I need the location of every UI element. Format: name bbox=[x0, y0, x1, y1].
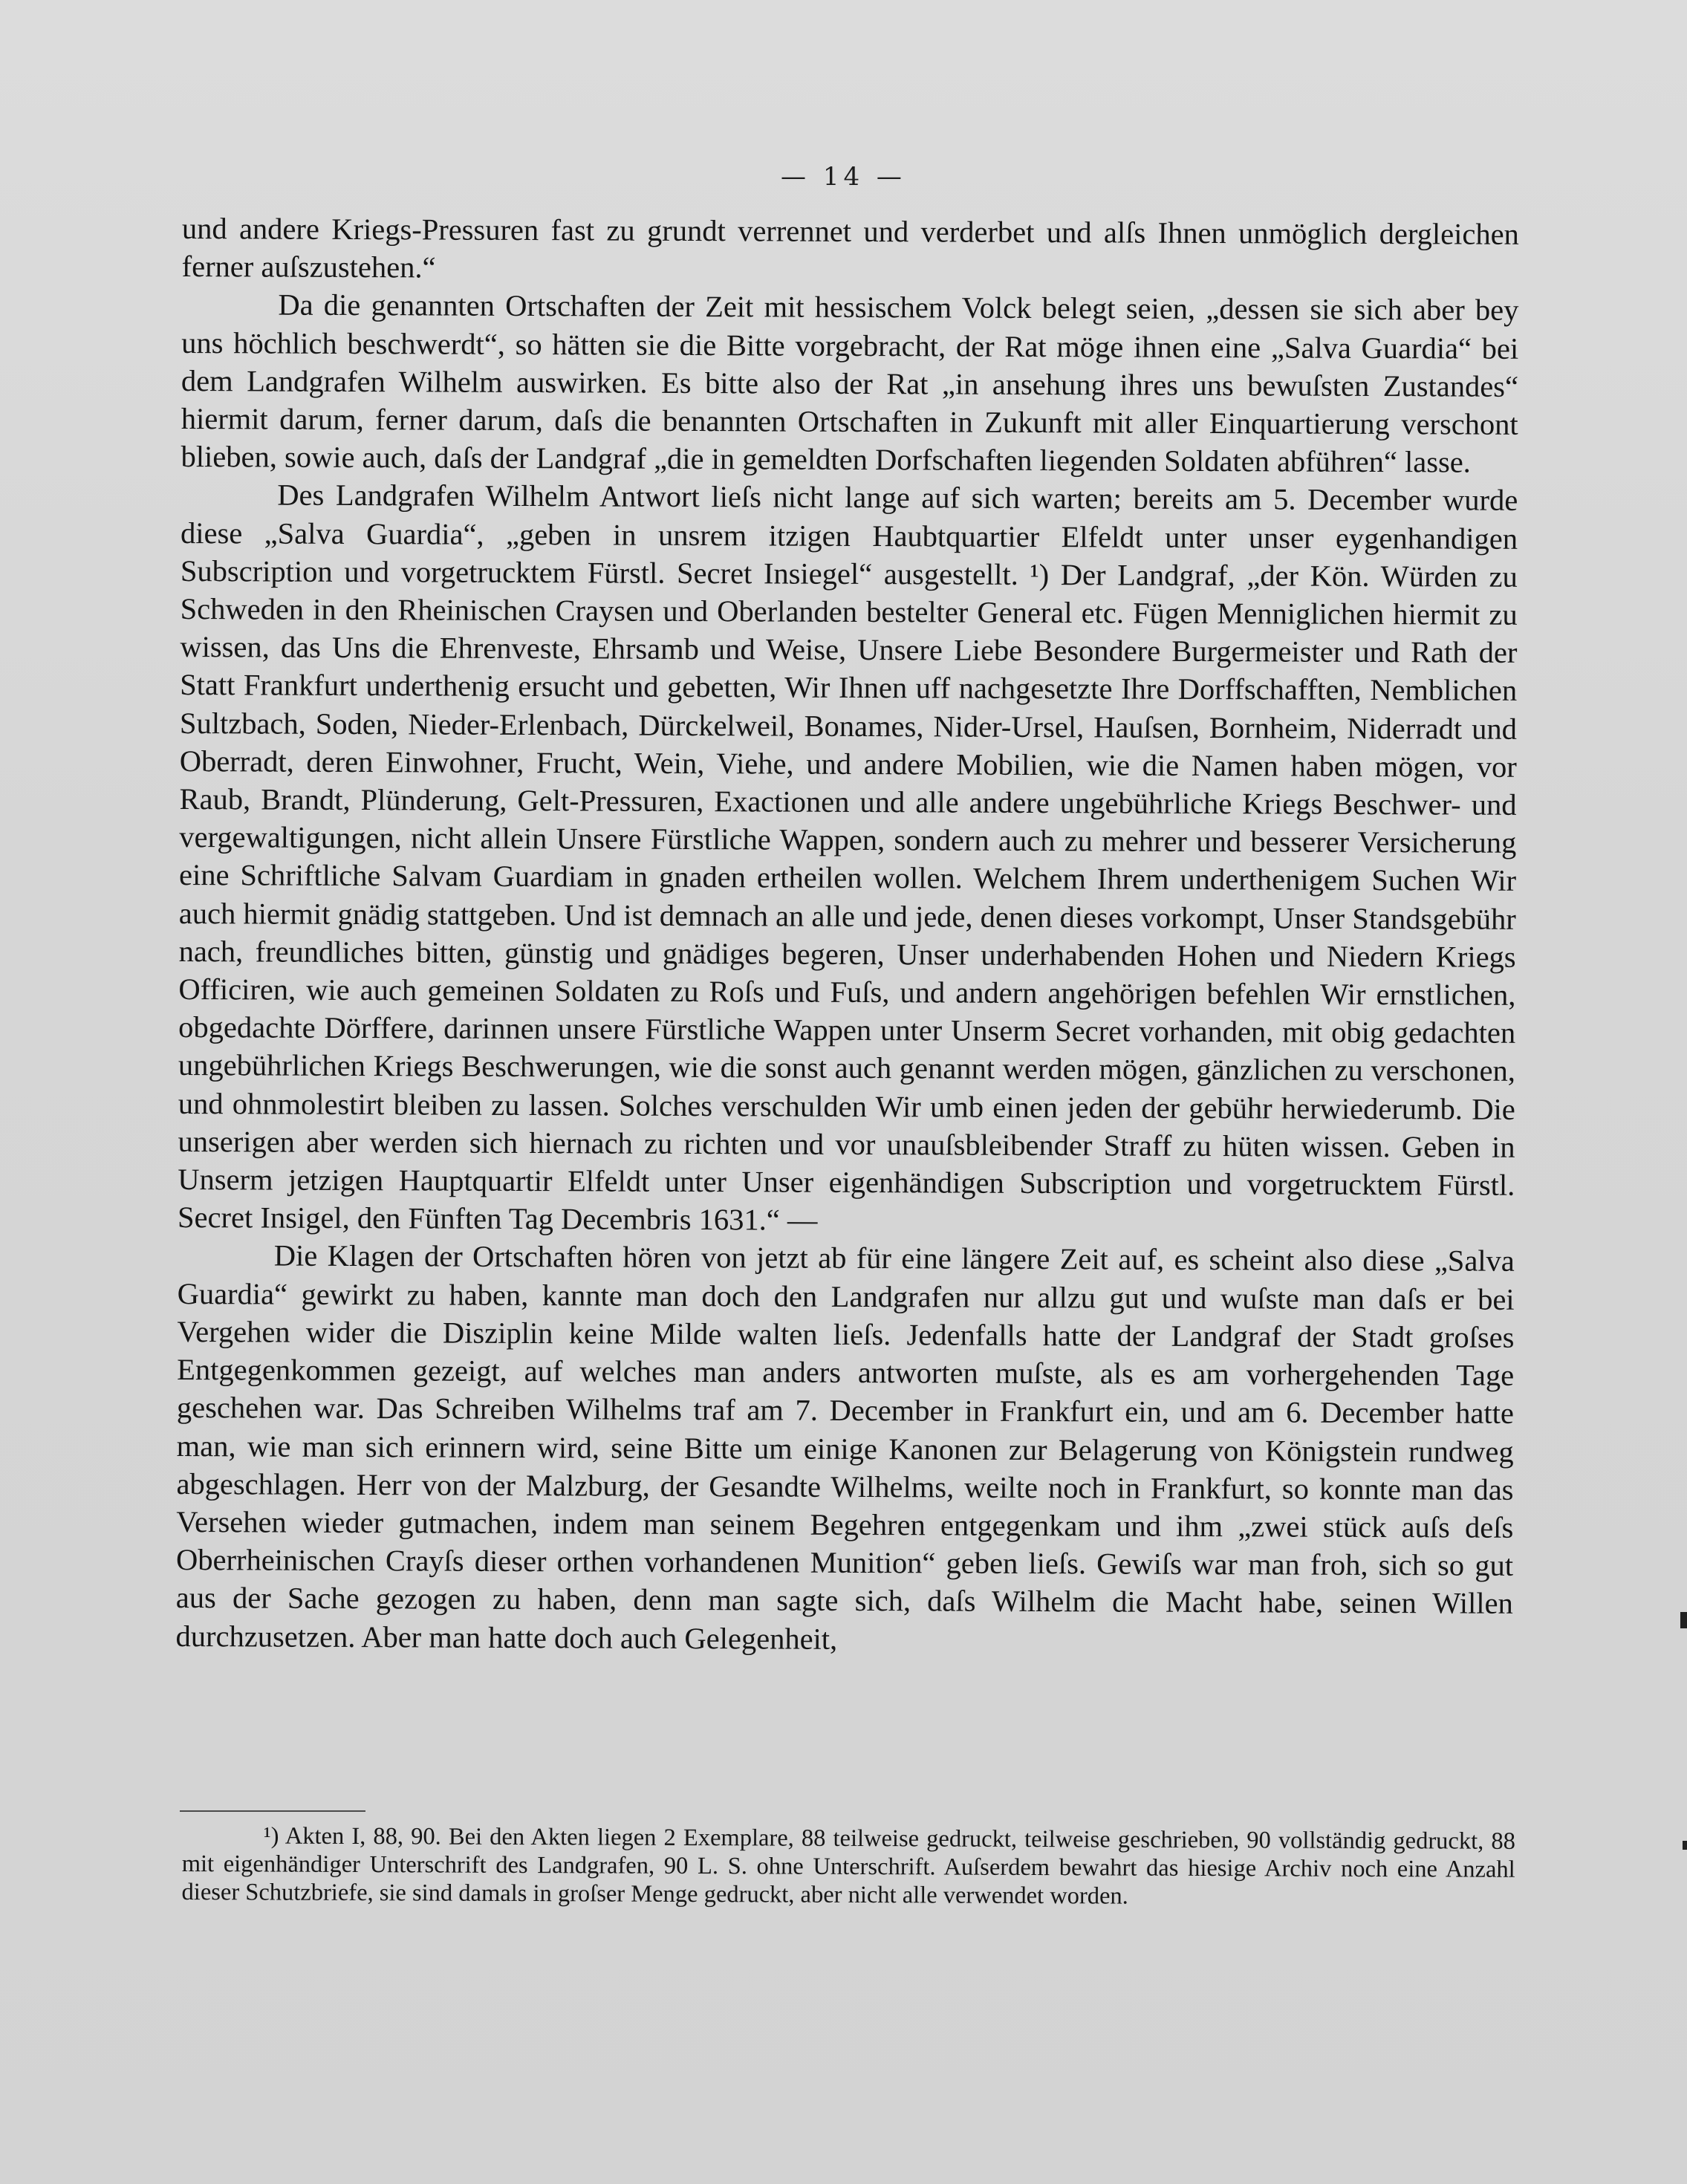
page-number: — 14 — bbox=[781, 162, 906, 192]
footnote: ¹) Akten I, 88, 90. Bei den Akten liegen 2 Exemplare, 88 teilweise gedruckt, teilweise geschrieben, 90 vollständig gedruckt, 88 mit eigenhändiger Unterschrift des Landgrafen, 90 L. S. ohne Unterschrift. Auſserdem bewahrt das hiesige Archiv noch eine Anzahl dieser Schutzbriefe, sie sind damals in groſser Menge gedruckt, aber nicht alle verwendet worden. bbox=[181, 1822, 1515, 1910]
footnotes bbox=[182, 1821, 1515, 1912]
paragraph: Die Klagen der Ortschaften hören von jetzt ab für eine längere Zeit auf, es scheint also diese „Salva Guardia“ gewirkt zu haben, kannte man doch den Landgrafen nur allzu gut und wuſste man daſs er bei Vergehen wider die Disziplin keine Milde walten lieſs. Jedenfalls hatte der Landgraf der Stadt groſses Entgegenkommen gezeigt, auf welches man anders antworten muſste, als es am vorhergehenden Tage geschehen war. Das Schreiben Wilhelms traf am 7. December in Frankfurt ein, und am 6. December hatte man, wie man sich erinnern wird, seine Bitte um einige Kanonen zur Belagerung von Königstein rundweg abgeschlagen. Herr von der Malzburg, der Gesandte Wilhelms, weilte noch in Frankfurt, so konnte man das Versehen wieder gutmachen, indem man seinem Begehren entgegenkam und ihm „zwei stück auſs deſs Oberrheinischen Crayſs dieser orthen vorhandenen Munition“ geben lieſs. Gewiſs war man froh, sich so gut aus der Sache gezogen zu haben, denn man sagte sich, daſs Wilhelm die Macht habe, seinen Willen durchzusetzen. Aber man hatte doch auch Gelegenheit, bbox=[175, 1239, 1515, 1656]
footnote-divider bbox=[180, 1810, 365, 1812]
scan-edge-mark bbox=[1680, 1612, 1687, 1628]
paragraph-continuation: und andere Kriegs-Pressuren fast zu grundt verrennet und verderbet und alſs Ihnen unmöglich dergleichen ferner auſszustehen.“ bbox=[181, 211, 1519, 285]
paragraph: Des Landgrafen Wilhelm Antwort lieſs nicht lange auf sich warten; bereits am 5. December wurde diese „Salva Guardia“, „geben in unsrem itzigen Haubtquartier Elfeldt unter unser eygenhandigen Subscription und vorgetrucktem Fürstl. Secret Insiegel“ ausgestellt. ¹) Der Landgraf, „der Kön. Würden zu Schweden in den Rheinischen Craysen und Oberlanden bestelter General etc. Fügen Menniglichen hiermit zu wissen, das Uns die Ehrenveste, Ehrsamb und Weise, Unsere Liebe Besondere Burgermeister und Rath der Statt Frankfurt underthenig ersucht und gebetten, Wir Ihnen uff nachgesetzte Ihre Dorffschafften, Nemblichen Sultzbach, Soden, Nieder-Erlenbach, Dürckelweil, Bonames, Nider-Ursel, Hauſsen, Bornheim, Niderradt und Oberradt, deren Einwohner, Frucht, Wein, Viehe, und andere Mobilien, wie die Namen haben mögen, vor Raub, Brandt, Plünderung, Gelt-Pressuren, Exactionen und alle andere ungebührliche Kriegs Beschwer- und vergewaltigungen, nicht allein Unsere Fürstliche Wappen, sondern auch zu mehrer und besserer Versicherung eine Schriftliche Salvam Guardiam in gnaden ertheilen wollen. Welchem Ihrem underthenigem Suchen Wir auch hiermit gnädig stattgeben. Und ist demnach an alle und jede, denen dieses vorkompt, Unser Standsgebühr nach, freundliches bitten, günstig und gnädiges begeren, Unser underhabenden Hohen und Niedern Kriegs Officiren, wie auch gemeinen Soldaten zu Roſs und Fuſs, und andern angehörigen befehlen Wir ernstlichen, obgedachte Dörffere, darinnen unsere Fürstliche Wappen unter Unserm Secret vorhanden, mit obig gedachten ungebührlichen Kriegs Beschwerungen, wie die sonst auch genannt werden mögen, gänzlichen zu verschonen, und ohnmolestirt bleiben zu lassen. Solches verschulden Wir umb einen jeden der gebühr herwiederumb. Die unserigen aber werden sich hiernach zu richten und vor unauſsbleibender Straff zu hüten wissen. Geben in Unserm jetzigen Hauptquartir Elfeldt unter Unser eigenhändigen Subscription und vorgetrucktem Fürstl. Secret Insigel, den Fünften Tag Decembris 1631.“ — bbox=[177, 478, 1518, 1238]
body-text bbox=[176, 209, 1519, 1661]
paragraph: Da die genannten Ortschaften der Zeit mit hessischem Volck belegt seien, „dessen sie sich aber bey uns höchlich beschwerdt“, so hätten sie die Bitte vorgebracht, der Rat möge ihnen eine „Salva Guardia“ bei dem Landgrafen Wilhelm auswirken. Es bitte also der Rat „in ansehung ihres uns bewuſsten Zustandes“ hiermit darum, ferner darum, daſs die benannten Ortschaften in Zukunft mit aller Einquartierung verschont blieben, sowie auch, daſs der Landgraf „die in gemeldten Dorfschaften liegenden Soldaten abführen“ lasse. bbox=[181, 287, 1519, 479]
scan-edge-mark bbox=[1683, 1841, 1687, 1850]
